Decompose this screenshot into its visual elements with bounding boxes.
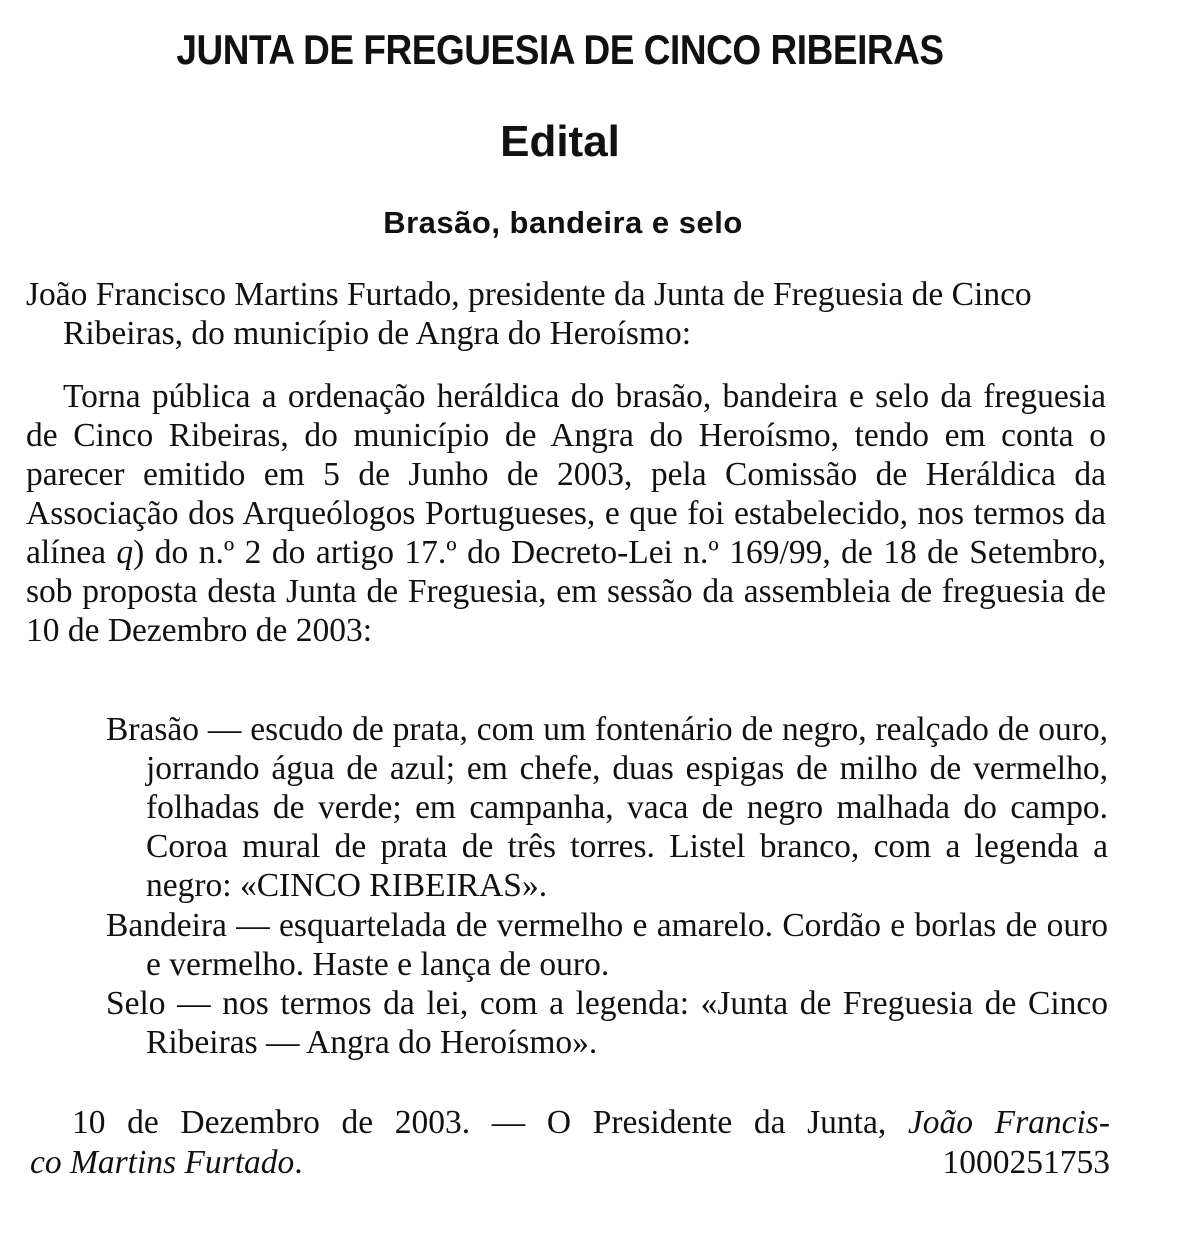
signature-block	[30, 1103, 1110, 1183]
signatory-name-part2: co Martins Furtado	[30, 1144, 295, 1181]
signature-period: .	[294, 1144, 303, 1181]
bandeira-description: Bandeira — esquartelada de vermelho e amarelo. Cordão e borlas de ouro e vermelho. Haste e lança de ouro.	[106, 907, 1108, 983]
main-paragraph-text-1: Torna pública a ordenação heráldica do brasão, bandeira e selo da freguesia de Cinco Ribeiras, do município de Angra do Heroísmo, tendo em conta o parecer emitido em 5 de Junho de 2003, pela Comissão de Heráldica da Associação dos Arqueólogos Portugueses, e que foi estabelecido, nos termos da alínea	[26, 378, 1106, 571]
issuer-title: JUNTA DE FREGUESIA DE CINCO RIBEIRAS	[176, 26, 944, 73]
main-paragraph-text-2: ) do n.º 2 do artigo 17.º do Decreto-Lei n.º 169/99, de 18 de Setembro, sob proposta desta Junta de Freguesia, em sessão da assembleia de freguesia de 10 de Dezembro de 2003:	[26, 534, 1106, 649]
intro-paragraph: João Francisco Martins Furtado, presidente da Junta de Freguesia de Cinco Ribeiras, do município de Angra do Heroísmo:	[26, 276, 1032, 352]
signature-date-role: 10 de Dezembro de 2003. — O Presidente da Junta,	[72, 1104, 908, 1141]
subject-heading: Brasão, bandeira e selo	[383, 205, 743, 240]
document-type-heading: Edital	[500, 117, 620, 166]
main-paragraph-italic-letter: q	[116, 534, 134, 571]
signature-line-1	[30, 1103, 1110, 1143]
main-paragraph	[26, 377, 1106, 650]
signatory-name-part1: João Francis-	[907, 1104, 1110, 1141]
brasao-description: Brasão — escudo de prata, com um fontenário de negro, realçado de ouro, jorrando água de azul; em chefe, duas espigas de milho de vermelho, folhadas de verde; em campanha, vaca de negro malhada do campo. Coroa mural de prata de três torres. Listel branco, com a legenda a negro: «CINCO RIBEIRAS».	[106, 711, 1108, 904]
selo-description: Selo — nos termos da lei, com a legenda: «Junta de Freguesia de Cinco Ribeiras — Angra do Heroísmo».	[106, 985, 1108, 1061]
signatory-name-end	[30, 1143, 303, 1183]
signature-line-2	[30, 1143, 1110, 1183]
reference-number: 1000251753	[942, 1144, 1110, 1181]
